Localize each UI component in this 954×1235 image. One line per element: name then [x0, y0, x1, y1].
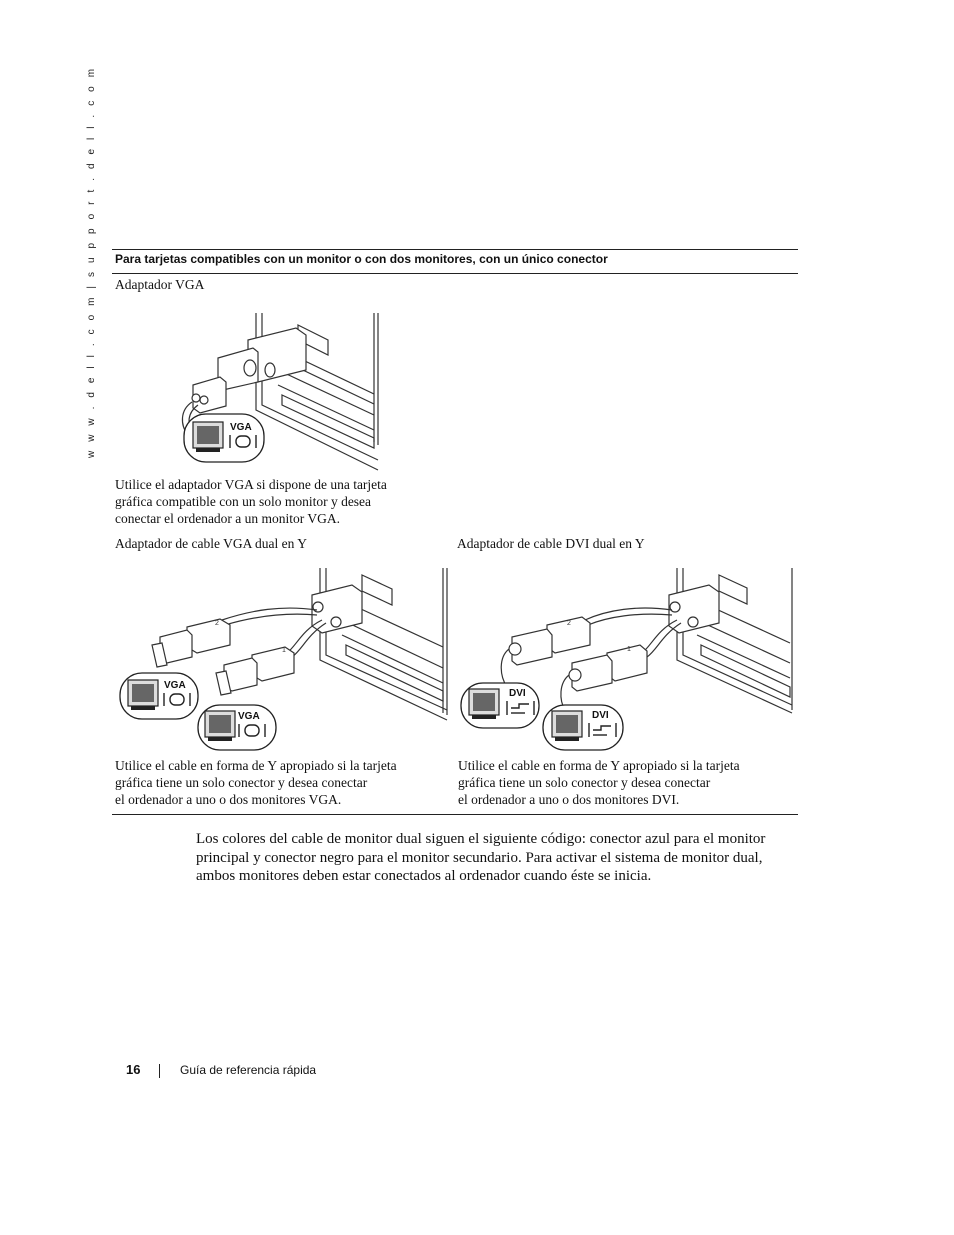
dvi-icon-label: DVI [509, 688, 526, 699]
dvi-dual-caption: Utilice el cable en forma de Y apropiado si la tarjeta gráfica tiene un solo conector y desea conectar el ordenador a uno o dos monitores DVI. [458, 758, 740, 807]
table-top-rule [112, 249, 798, 250]
footer-separator [159, 1064, 160, 1078]
page-number: 16 [126, 1062, 141, 1077]
vga-icon-label: VGA [164, 680, 186, 691]
vga-pin-1-label: 1 [282, 647, 286, 654]
vga-adapter-label: Adaptador VGA [115, 277, 205, 292]
vga-adapter-illustration [178, 310, 388, 475]
vga-dual-illustration [112, 565, 452, 755]
dvi-icon-label: DVI [592, 710, 609, 721]
vga-icon-label: VGA [230, 422, 252, 433]
vga-dual-caption: Utilice el cable en forma de Y apropiado si la tarjeta gráfica tiene un solo conector y desea conectar el ordenador a uno o dos monitores VGA. [115, 758, 397, 807]
dvi-pin-2-label: 2 [567, 620, 571, 627]
table-title: Para tarjetas compatibles con un monitor o con dos monitores, con un único conector [115, 252, 608, 266]
body-paragraph: Los colores del cable de monitor dual siguen el siguiente código: conector azul para el monitor principal y conector negro para el monitor secundario. Para activar el sistema de monitor dual, ambos monitores deben estar conectados al ordenador cuando éste se inicia. [196, 831, 766, 885]
vga-icon-label: VGA [238, 711, 260, 722]
vga-dual-label: Adaptador de cable VGA dual en Y [115, 536, 307, 551]
vga-adapter-caption: Utilice el adaptador VGA si dispone de una tarjeta gráfica compatible con un solo monitor y desea conectar el ordenador a un monitor VGA. [115, 477, 387, 526]
sidebar-url: w w w . d e l l . c o m | s u p p o r t . d e l l . c o m [86, 65, 97, 458]
table-header-rule [112, 273, 798, 274]
dvi-dual-label: Adaptador de cable DVI dual en Y [457, 536, 645, 551]
dvi-pin-1-label: 1 [627, 646, 631, 653]
vga-pin-2-label: 2 [215, 620, 219, 627]
footer-title: Guía de referencia rápida [180, 1063, 317, 1077]
table-bottom-rule [112, 814, 798, 815]
dvi-dual-illustration [457, 565, 797, 755]
